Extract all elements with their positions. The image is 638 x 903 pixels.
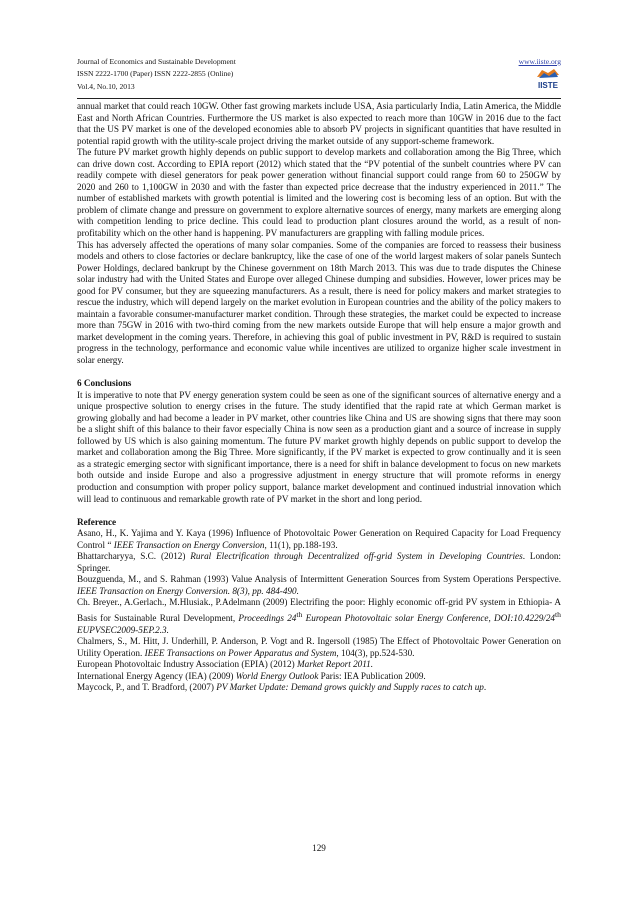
ref-text: Ch. Breyer., A.Gerlach., M.Hlusiak., P.Adelmann (2009) Electrifing the poor: Highly economic off-grid PV system in Ethiopia- A Basis for Sustainable Rural Development,	[77, 597, 561, 624]
ref-text: , 104(3), pp.524-530.	[336, 647, 415, 658]
ref-superscript: th	[296, 609, 303, 619]
ref-text: Bhattarcharyya, S.C. (2012)	[77, 551, 191, 562]
reference-entry	[77, 659, 561, 671]
ref-title: Rural Electrification through Decentralized off-grid System in Developing Countries	[190, 551, 523, 562]
section-heading-reference: Reference	[77, 516, 117, 527]
ref-title: World Energy Outlook	[235, 670, 319, 681]
page-body	[77, 101, 561, 694]
section-heading-conclusions: 6 Conclusions	[77, 378, 132, 389]
journal-url-link[interactable]: www.iiste.org	[518, 57, 561, 66]
ref-text: 11(1), pp.188-193.	[266, 539, 338, 550]
svg-text:IISTE: IISTE	[537, 81, 559, 90]
ref-text: . London: Springer.	[77, 551, 561, 573]
ref-text: Asano, H., K. Yajima and Y. Kaya (1996) Influence of Photovoltaic Power Generation on Required Capacity for Load Frequency Control “	[77, 528, 561, 550]
reference-entry	[77, 597, 561, 636]
ref-text: International Energy Agency (IEA) (2009)	[77, 670, 236, 681]
ref-title: EUPVSEC2009-5EP.2.3.	[77, 624, 169, 635]
reference-entry	[77, 636, 561, 659]
body-paragraph: annual market that could reach 10GW. Other fast growing markets include USA, Asia particularly India, Latin America, the Middle East and North African Countries. Furthermore the US market is also expected to reach more than 10GW in 2016 due to the fact that the US PV market is one of the developed economies able to absorb PV projects in significant quantities that have resulted in potential rapid growth with the utility-scale project driving the market outside of any support-scheme framework.	[77, 101, 561, 146]
conclusions-paragraph: It is imperative to note that PV energy generation system could be seen as one of the significant sources of alternative energy and a unique prospective solution to energy crises in the future. The study identified that the rapid rate at which German market is growing globally and had become a leader in PV market, other countries like China and US are showing signs that there may soon be a slight shift of this balance to their favor especially China is now seen as a production giant and a source of increase in supply followed by US which is also gaining momentum. The future PV market growth highly depends on public support to develop the market and collaboration among the Big Three. More significantly, if the PV market is expected to grow continually and it is seen as a strategic emerging sector with significant importance, there is a need for shift in balance development to focus on new markets both outside and inside Europe and also a progressive adjustment in energy structure that will promote reforms in energy production and consumption with proper policy support, balance market development and continued industrial innovation which will lead to continuous and remarkable growth rate of PV market in the short and long period.	[77, 389, 561, 504]
ref-title: Market Report 2011.	[296, 659, 374, 670]
ref-text: Bouzguenda, M., and S. Rahman (1993) Value Analysis of Intermittent Generation Sources from System Operations Perspective.	[77, 574, 561, 585]
ref-text: Chalmers, S., M. Hitt, J. Underhill, P. Anderson, P. Vogt and R. Ingersoll (1985) The Effect of Photovoltaic Power Generation on Utility Operation.	[77, 636, 561, 658]
ref-title: IEEE Transaction on Energy Conversion,	[113, 539, 267, 550]
body-paragraph: The future PV market growth highly depends on public support to develop markets and collaboration among the Big Three, which can drive down cost. According to EPIA report (2012) which stated that the “PV potential of the sunbelt countries where PV can readily compete with diesel generators for peak power generation without financial support could range from 60 to 250GW by 2020 and 260 to 1,100GW in 2030 and with the faster than expected price decrease that the industry experienced in 2011.” The number of established markets with growth potential is limited and the lowering cost is becoming less of an option. But with the problem of climate change and pressure on government to explore alternative sources of energy, many markets are emerging along with competition lending to price decline. This could lead to production plant closures around the world, as a result of non-profitability which on the other hand is happening. PV manufacturers are grappling with falling module prices.	[77, 147, 561, 239]
ref-text: European Photovoltaic Industry Association (EPIA) (2012)	[77, 659, 297, 670]
journal-title: Journal of Economics and Sustainable Development	[77, 57, 236, 66]
journal-issn: ISSN 2222-1700 (Paper) ISSN 2222-2855 (Online)	[77, 69, 234, 79]
iiste-logo	[535, 67, 561, 91]
ref-title: PV Market Update: Demand grows quickly and Supply races to catch up	[216, 682, 484, 693]
page-header	[77, 56, 561, 96]
ref-text: Maycock, P., and T. Bradford, (2007)	[77, 682, 217, 693]
ref-text: Paris: IEA Publication 2009.	[318, 670, 426, 681]
reference-entry	[77, 574, 561, 597]
ref-title: European Photovoltaic solar Energy Conference, DOI:10.4229/24	[302, 613, 556, 624]
ref-superscript: th	[555, 609, 561, 619]
header-rule	[77, 98, 561, 99]
reference-entry	[77, 682, 561, 694]
ref-title: Proceedings 24	[238, 613, 297, 624]
reference-entry	[77, 528, 561, 551]
page-number: 129	[312, 843, 326, 853]
ref-title: IEEE Transactions on Power Apparatus and System	[144, 647, 337, 658]
reference-entry	[77, 551, 561, 574]
body-paragraph: This has adversely affected the operations of many solar companies. Some of the companies are forced to reassess their business models and others to close factories or declare bankruptcy, like the case of one of the world largest makers of solar panels Suntech Power Holdings, declared bankrupt by the Chinese government on 18th March 2013. This was due to trade disputes the Chinese solar industry had with the United States and Europe over alleged Chinese dumping and subsidies. However, lower prices may be good for PV consumer, but they are squeezing manufacturers. As a result, there is need for policy makers and market strategies to rescue the industry, which will depend largely on the market evolution in European countries and the ability of the policy makers to maintain a favorable consumer-manufacturer market condition. Through these strategies, the market could be expected to increase more than 75GW in 2016 with two-third coming from the new markets outside Europe that will help ensure a major growth and market development in the coming years. Therefore, in achieving this goal of public investment in PV, R&D is required to sustain progress in the technology, performance and economic value while incentives are utilized to organize higher scale investment in solar energy.	[77, 239, 561, 366]
reference-entry	[77, 671, 561, 683]
journal-volume: Vol.4, No.10, 2013	[77, 81, 135, 91]
ref-text: .	[483, 682, 487, 693]
ref-title: IEEE Transaction on Energy Conversion. 8(3), pp. 484-490.	[77, 585, 299, 596]
